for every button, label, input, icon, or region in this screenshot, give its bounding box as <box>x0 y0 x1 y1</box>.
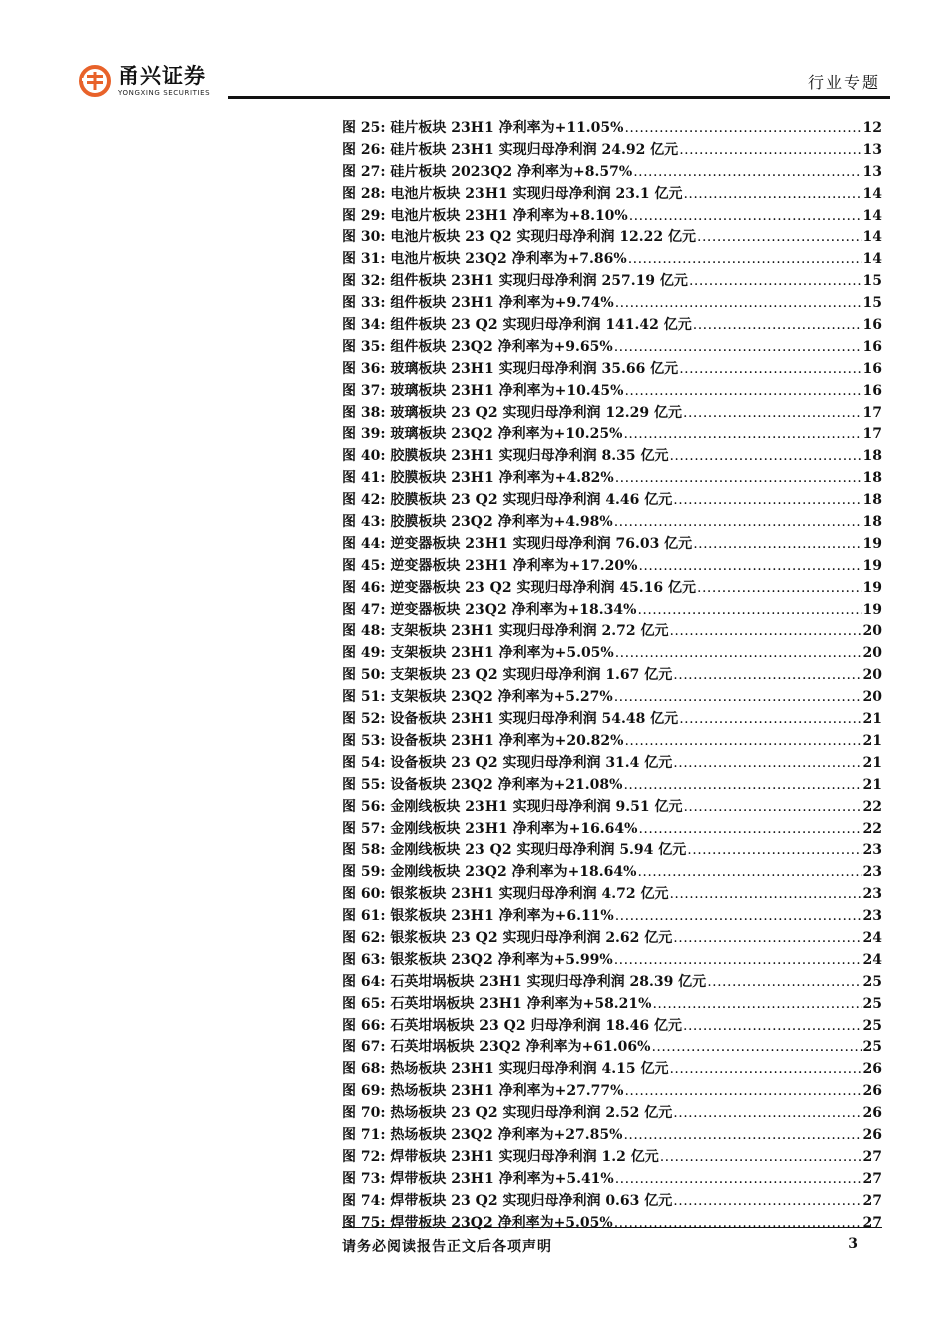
toc-entry-page: 20 <box>862 689 882 706</box>
toc-entry-page: 26 <box>862 1083 882 1100</box>
toc-entry-page: 16 <box>862 382 882 399</box>
page-number: 3 <box>848 1236 858 1252</box>
toc-entry[interactable] <box>342 1036 882 1058</box>
toc-entry-page: 16 <box>862 338 882 355</box>
toc-entry-label: 图 39: 玻璃板块 23Q2 净利率为+10.25% <box>342 426 623 443</box>
toc-entry-page: 18 <box>862 448 882 465</box>
toc-entry-page: 21 <box>862 711 882 728</box>
toc-entry[interactable] <box>342 1168 882 1190</box>
toc-entry-page: 19 <box>862 535 882 552</box>
toc-dot-leader <box>629 208 862 224</box>
toc-dot-leader <box>623 777 861 793</box>
toc-dot-leader <box>623 1127 861 1143</box>
report-category: 行业专题 <box>807 73 880 92</box>
toc-entry[interactable] <box>342 1080 882 1102</box>
toc-entry-page: 19 <box>862 579 882 596</box>
toc-entry[interactable] <box>342 708 882 730</box>
toc-entry[interactable] <box>342 1124 882 1146</box>
toc-entry-label: 图 73: 焊带板块 23H1 净利率为+5.41% <box>342 1170 614 1187</box>
toc-entry-page: 27 <box>862 1192 882 1209</box>
toc-entry-page: 12 <box>862 120 882 136</box>
toc-entry[interactable] <box>342 183 882 205</box>
toc-dot-leader <box>679 711 861 727</box>
toc-entry-page: 25 <box>862 995 882 1012</box>
toc-entry-page: 26 <box>862 1105 882 1122</box>
toc-dot-leader <box>673 1105 861 1121</box>
toc-entry-label: 图 62: 银浆板块 23 Q2 实现归母净利润 2.62 亿元 <box>342 929 673 946</box>
toc-dot-leader <box>683 186 861 202</box>
toc-dot-leader <box>673 930 861 946</box>
toc-entry[interactable] <box>342 664 882 686</box>
toc-dot-leader <box>683 799 861 815</box>
toc-entry-label: 图 38: 玻璃板块 23 Q2 实现归母净利润 12.29 亿元 <box>342 404 683 421</box>
toc-entry-label: 图 57: 金刚线板块 23H1 净利率为+16.64% <box>342 820 638 837</box>
toc-entry-label: 图 61: 银浆板块 23H1 净利率为+6.11% <box>342 908 614 925</box>
toc-entry-page: 20 <box>862 667 882 684</box>
toc-entry-label: 图 63: 银浆板块 23Q2 净利率为+5.99% <box>342 951 613 968</box>
toc-entry[interactable] <box>342 642 882 664</box>
toc-entry-label: 图 45: 逆变器板块 23H1 净利率为+17.20% <box>342 557 638 574</box>
toc-entry[interactable] <box>342 599 882 621</box>
toc-entry[interactable] <box>342 730 882 752</box>
toc-entry[interactable] <box>342 796 882 818</box>
toc-dot-leader <box>697 580 861 596</box>
toc-entry[interactable] <box>342 927 882 949</box>
toc-dot-leader <box>673 755 861 771</box>
toc-entry-page: 20 <box>862 645 882 662</box>
toc-entry-page: 18 <box>862 514 882 531</box>
toc-dot-leader <box>633 164 861 180</box>
toc-entry[interactable] <box>342 489 882 511</box>
footer-disclaimer: 请务必阅读报告正文后各项声明 <box>342 1239 552 1255</box>
toc-entry-label: 图 48: 支架板块 23H1 实现归母净利润 2.72 亿元 <box>342 623 669 640</box>
toc-entry-label: 图 51: 支架板块 23Q2 净利率为+5.27% <box>342 689 613 706</box>
toc-dot-leader <box>660 1149 862 1165</box>
toc-entry[interactable] <box>342 993 882 1015</box>
toc-dot-leader <box>669 448 861 464</box>
toc-entry[interactable] <box>342 620 882 642</box>
toc-entry[interactable] <box>342 1190 882 1212</box>
footer-divider <box>342 1227 882 1228</box>
toc-dot-leader <box>687 842 861 858</box>
toc-dot-leader <box>623 426 861 442</box>
toc-entry[interactable] <box>342 270 882 292</box>
toc-entry[interactable] <box>342 139 882 161</box>
toc-entry-page: 13 <box>862 141 882 158</box>
toc-entry-label: 图 34: 组件板块 23 Q2 实现归母净利润 141.42 亿元 <box>342 317 692 334</box>
toc-entry[interactable] <box>342 380 882 402</box>
page-header <box>0 0 950 110</box>
header-divider <box>228 96 890 99</box>
toc-entry[interactable] <box>342 555 882 577</box>
toc-entry-page: 19 <box>862 557 882 574</box>
toc-entry-page: 21 <box>862 776 882 793</box>
toc-entry-label: 图 27: 硅片板块 2023Q2 净利率为+8.57% <box>342 163 633 180</box>
toc-entry-label: 图 71: 热场板块 23Q2 净利率为+27.85% <box>342 1126 623 1143</box>
toc-dot-leader <box>679 142 861 158</box>
toc-entry-label: 图 60: 银浆板块 23H1 实现归母净利润 4.72 亿元 <box>342 886 669 903</box>
toc-entry-page: 13 <box>862 163 882 180</box>
toc-entry-label: 图 56: 金刚线板块 23H1 实现归母净利润 9.51 亿元 <box>342 798 683 815</box>
toc-entry-label: 图 75: 焊带板块 23Q2 净利率为+5.05% <box>342 1214 613 1231</box>
toc-entry[interactable] <box>342 1058 882 1080</box>
logo-chinese-name: 甬兴证券 <box>118 64 206 88</box>
toc-entry-label: 图 52: 设备板块 23H1 实现归母净利润 54.48 亿元 <box>342 711 679 728</box>
toc-dot-leader <box>683 405 861 421</box>
toc-entry[interactable] <box>342 292 882 314</box>
toc-entry[interactable] <box>342 161 882 183</box>
toc-entry[interactable] <box>342 402 882 424</box>
toc-entry-label: 图 53: 设备板块 23H1 净利率为+20.82% <box>342 732 624 749</box>
toc-entry[interactable] <box>342 117 882 139</box>
toc-entry[interactable] <box>342 883 882 905</box>
toc-entry[interactable] <box>342 248 882 270</box>
toc-entry-page: 16 <box>862 360 882 377</box>
toc-entry-label: 图 31: 电池片板块 23Q2 净利率为+7.86% <box>342 251 627 268</box>
toc-entry-label: 图 58: 金刚线板块 23 Q2 实现归母净利润 5.94 亿元 <box>342 842 687 859</box>
toc-entry-label: 图 74: 焊带板块 23 Q2 实现归母净利润 0.63 亿元 <box>342 1192 673 1209</box>
toc-entry-label: 图 40: 胶膜板块 23H1 实现归母净利润 8.35 亿元 <box>342 448 669 465</box>
toc-entry[interactable] <box>342 1146 882 1168</box>
toc-dot-leader <box>615 295 862 311</box>
toc-entry[interactable] <box>342 752 882 774</box>
toc-entry-page: 21 <box>862 754 882 771</box>
toc-entry-page: 17 <box>862 404 882 421</box>
toc-entry-page: 19 <box>862 601 882 618</box>
toc-entry[interactable] <box>342 971 882 993</box>
toc-entry-label: 图 55: 设备板块 23Q2 净利率为+21.08% <box>342 776 623 793</box>
toc-entry-label: 图 64: 石英坩埚板块 23H1 实现归母净利润 28.39 亿元 <box>342 973 707 990</box>
toc-entry[interactable] <box>342 423 882 445</box>
toc-dot-leader <box>624 733 861 749</box>
toc-entry-page: 23 <box>862 842 882 859</box>
toc-dot-leader <box>697 229 861 245</box>
toc-entry[interactable] <box>342 226 882 248</box>
toc-entry-label: 图 49: 支架板块 23H1 净利率为+5.05% <box>342 645 614 662</box>
toc-entry-page: 17 <box>862 426 882 443</box>
toc-dot-leader <box>628 251 862 267</box>
toc-entry-label: 图 68: 热场板块 23H1 实现归母净利润 4.15 亿元 <box>342 1061 669 1078</box>
toc-entry[interactable] <box>342 1212 882 1234</box>
toc-entry-page: 18 <box>862 470 882 487</box>
toc-entry-label: 图 41: 胶膜板块 23H1 净利率为+4.82% <box>342 470 614 487</box>
toc-entry[interactable] <box>342 533 882 555</box>
toc-entry-label: 图 46: 逆变器板块 23 Q2 实现归母净利润 45.16 亿元 <box>342 579 697 596</box>
toc-entry-label: 图 42: 胶膜板块 23 Q2 实现归母净利润 4.46 亿元 <box>342 492 673 509</box>
toc-entry[interactable] <box>342 511 882 533</box>
toc-entry[interactable] <box>342 205 882 227</box>
toc-dot-leader <box>637 864 861 880</box>
toc-dot-leader <box>673 492 861 508</box>
toc-entry-page: 16 <box>862 317 882 334</box>
toc-entry[interactable] <box>342 686 882 708</box>
toc-entry-label: 图 65: 石英坩埚板块 23H1 净利率为+58.21% <box>342 995 652 1012</box>
toc-dot-leader <box>624 383 861 399</box>
toc-entry-page: 20 <box>862 623 882 640</box>
toc-entry[interactable] <box>342 336 882 358</box>
toc-entry-page: 23 <box>862 908 882 925</box>
toc-dot-leader <box>624 1083 861 1099</box>
toc-dot-leader <box>638 821 861 837</box>
toc-dot-leader <box>669 623 861 639</box>
toc-dot-leader <box>669 1061 861 1077</box>
toc-dot-leader <box>673 667 861 683</box>
toc-entry[interactable] <box>342 839 882 861</box>
toc-entry-page: 25 <box>862 973 882 990</box>
toc-entry-label: 图 30: 电池片板块 23 Q2 实现归母净利润 12.22 亿元 <box>342 229 697 246</box>
toc-dot-leader <box>614 1215 862 1231</box>
toc-entry-label: 图 72: 焊带板块 23H1 实现归母净利润 1.2 亿元 <box>342 1148 659 1165</box>
toc-entry-page: 25 <box>862 1039 882 1056</box>
toc-entry-page: 14 <box>862 185 882 202</box>
toc-entry-label: 图 43: 胶膜板块 23Q2 净利率为+4.98% <box>342 514 613 531</box>
toc-dot-leader <box>638 558 861 574</box>
toc-dot-leader <box>614 689 862 705</box>
toc-entry-page: 22 <box>862 820 882 837</box>
toc-entry-page: 18 <box>862 492 882 509</box>
toc-entry-page: 27 <box>862 1214 882 1231</box>
toc-entry-page: 15 <box>862 273 882 290</box>
toc-dot-leader <box>637 602 861 618</box>
toc-entry-label: 图 33: 组件板块 23H1 净利率为+9.74% <box>342 295 614 312</box>
toc-dot-leader <box>707 974 861 990</box>
toc-dot-leader <box>683 1018 861 1034</box>
toc-entry-label: 图 29: 电池片板块 23H1 净利率为+8.10% <box>342 207 628 224</box>
toc-entry[interactable] <box>342 577 882 599</box>
toc-dot-leader <box>673 1193 861 1209</box>
toc-entry-page: 25 <box>862 1017 882 1034</box>
toc-entry[interactable] <box>342 861 882 883</box>
toc-entry-page: 27 <box>862 1148 882 1165</box>
toc-entry-page: 23 <box>862 886 882 903</box>
toc-dot-leader <box>614 339 862 355</box>
toc-entry-label: 图 50: 支架板块 23 Q2 实现归母净利润 1.67 亿元 <box>342 667 673 684</box>
toc-dot-leader <box>615 908 862 924</box>
toc-entry-page: 24 <box>862 951 882 968</box>
toc-dot-leader <box>615 470 862 486</box>
toc-entry-label: 图 28: 电池片板块 23H1 实现归母净利润 23.1 亿元 <box>342 185 683 202</box>
toc-entry-page: 26 <box>862 1061 882 1078</box>
toc-entry[interactable] <box>342 818 882 840</box>
toc-entry[interactable] <box>342 774 882 796</box>
toc-entry[interactable] <box>342 445 882 467</box>
toc-entry[interactable] <box>342 1015 882 1037</box>
toc-entry[interactable] <box>342 358 882 380</box>
toc-entry-label: 图 36: 玻璃板块 23H1 实现归母净利润 35.66 亿元 <box>342 360 679 377</box>
toc-dot-leader <box>693 317 862 333</box>
toc-entry-page: 24 <box>862 929 882 946</box>
toc-entry-page: 15 <box>862 295 882 312</box>
toc-dot-leader <box>614 952 862 968</box>
toc-entry[interactable] <box>342 949 882 971</box>
company-logo <box>78 64 210 98</box>
figure-list <box>342 117 882 1233</box>
toc-entry[interactable] <box>342 1102 882 1124</box>
toc-dot-leader <box>652 996 861 1012</box>
toc-entry-label: 图 69: 热场板块 23H1 净利率为+27.77% <box>342 1083 624 1100</box>
toc-entry[interactable] <box>342 314 882 336</box>
toc-entry-label: 图 66: 石英坩埚板块 23 Q2 归母净利润 18.46 亿元 <box>342 1017 683 1034</box>
toc-dot-leader <box>615 645 862 661</box>
toc-dot-leader <box>614 514 862 530</box>
toc-entry-label: 图 59: 金刚线板块 23Q2 净利率为+18.64% <box>342 864 637 881</box>
toc-entry-page: 14 <box>862 251 882 268</box>
toc-dot-leader <box>651 1039 861 1055</box>
toc-dot-leader <box>669 886 861 902</box>
toc-entry-label: 图 26: 硅片板块 23H1 实现归母净利润 24.92 亿元 <box>342 141 679 158</box>
toc-entry-label: 图 70: 热场板块 23 Q2 实现归母净利润 2.52 亿元 <box>342 1105 673 1122</box>
toc-dot-leader <box>615 1171 862 1187</box>
toc-entry-label: 图 35: 组件板块 23Q2 净利率为+9.65% <box>342 338 613 355</box>
yongxing-logo-icon <box>78 64 112 98</box>
toc-dot-leader <box>689 273 862 289</box>
toc-dot-leader <box>624 120 861 136</box>
toc-entry[interactable] <box>342 467 882 489</box>
toc-entry[interactable] <box>342 905 882 927</box>
toc-dot-leader <box>679 361 861 377</box>
toc-entry-page: 23 <box>862 864 882 881</box>
toc-entry-page: 14 <box>862 207 882 224</box>
toc-entry-label: 图 54: 设备板块 23 Q2 实现归母净利润 31.4 亿元 <box>342 754 673 771</box>
toc-dot-leader <box>693 536 861 552</box>
toc-entry-page: 27 <box>862 1170 882 1187</box>
toc-entry-label: 图 67: 石英坩埚板块 23Q2 净利率为+61.06% <box>342 1039 651 1056</box>
toc-entry-label: 图 25: 硅片板块 23H1 净利率为+11.05% <box>342 120 624 136</box>
toc-entry-page: 14 <box>862 229 882 246</box>
toc-entry-label: 图 32: 组件板块 23H1 实现归母净利润 257.19 亿元 <box>342 273 688 290</box>
toc-entry-label: 图 44: 逆变器板块 23H1 实现归母净利润 76.03 亿元 <box>342 535 693 552</box>
toc-entry-page: 22 <box>862 798 882 815</box>
logo-english-name: YONGXING SECURITIES <box>118 89 211 97</box>
toc-entry-label: 图 47: 逆变器板块 23Q2 净利率为+18.34% <box>342 601 637 618</box>
toc-entry-page: 26 <box>862 1126 882 1143</box>
toc-entry-page: 21 <box>862 732 882 749</box>
toc-entry-label: 图 37: 玻璃板块 23H1 净利率为+10.45% <box>342 382 624 399</box>
